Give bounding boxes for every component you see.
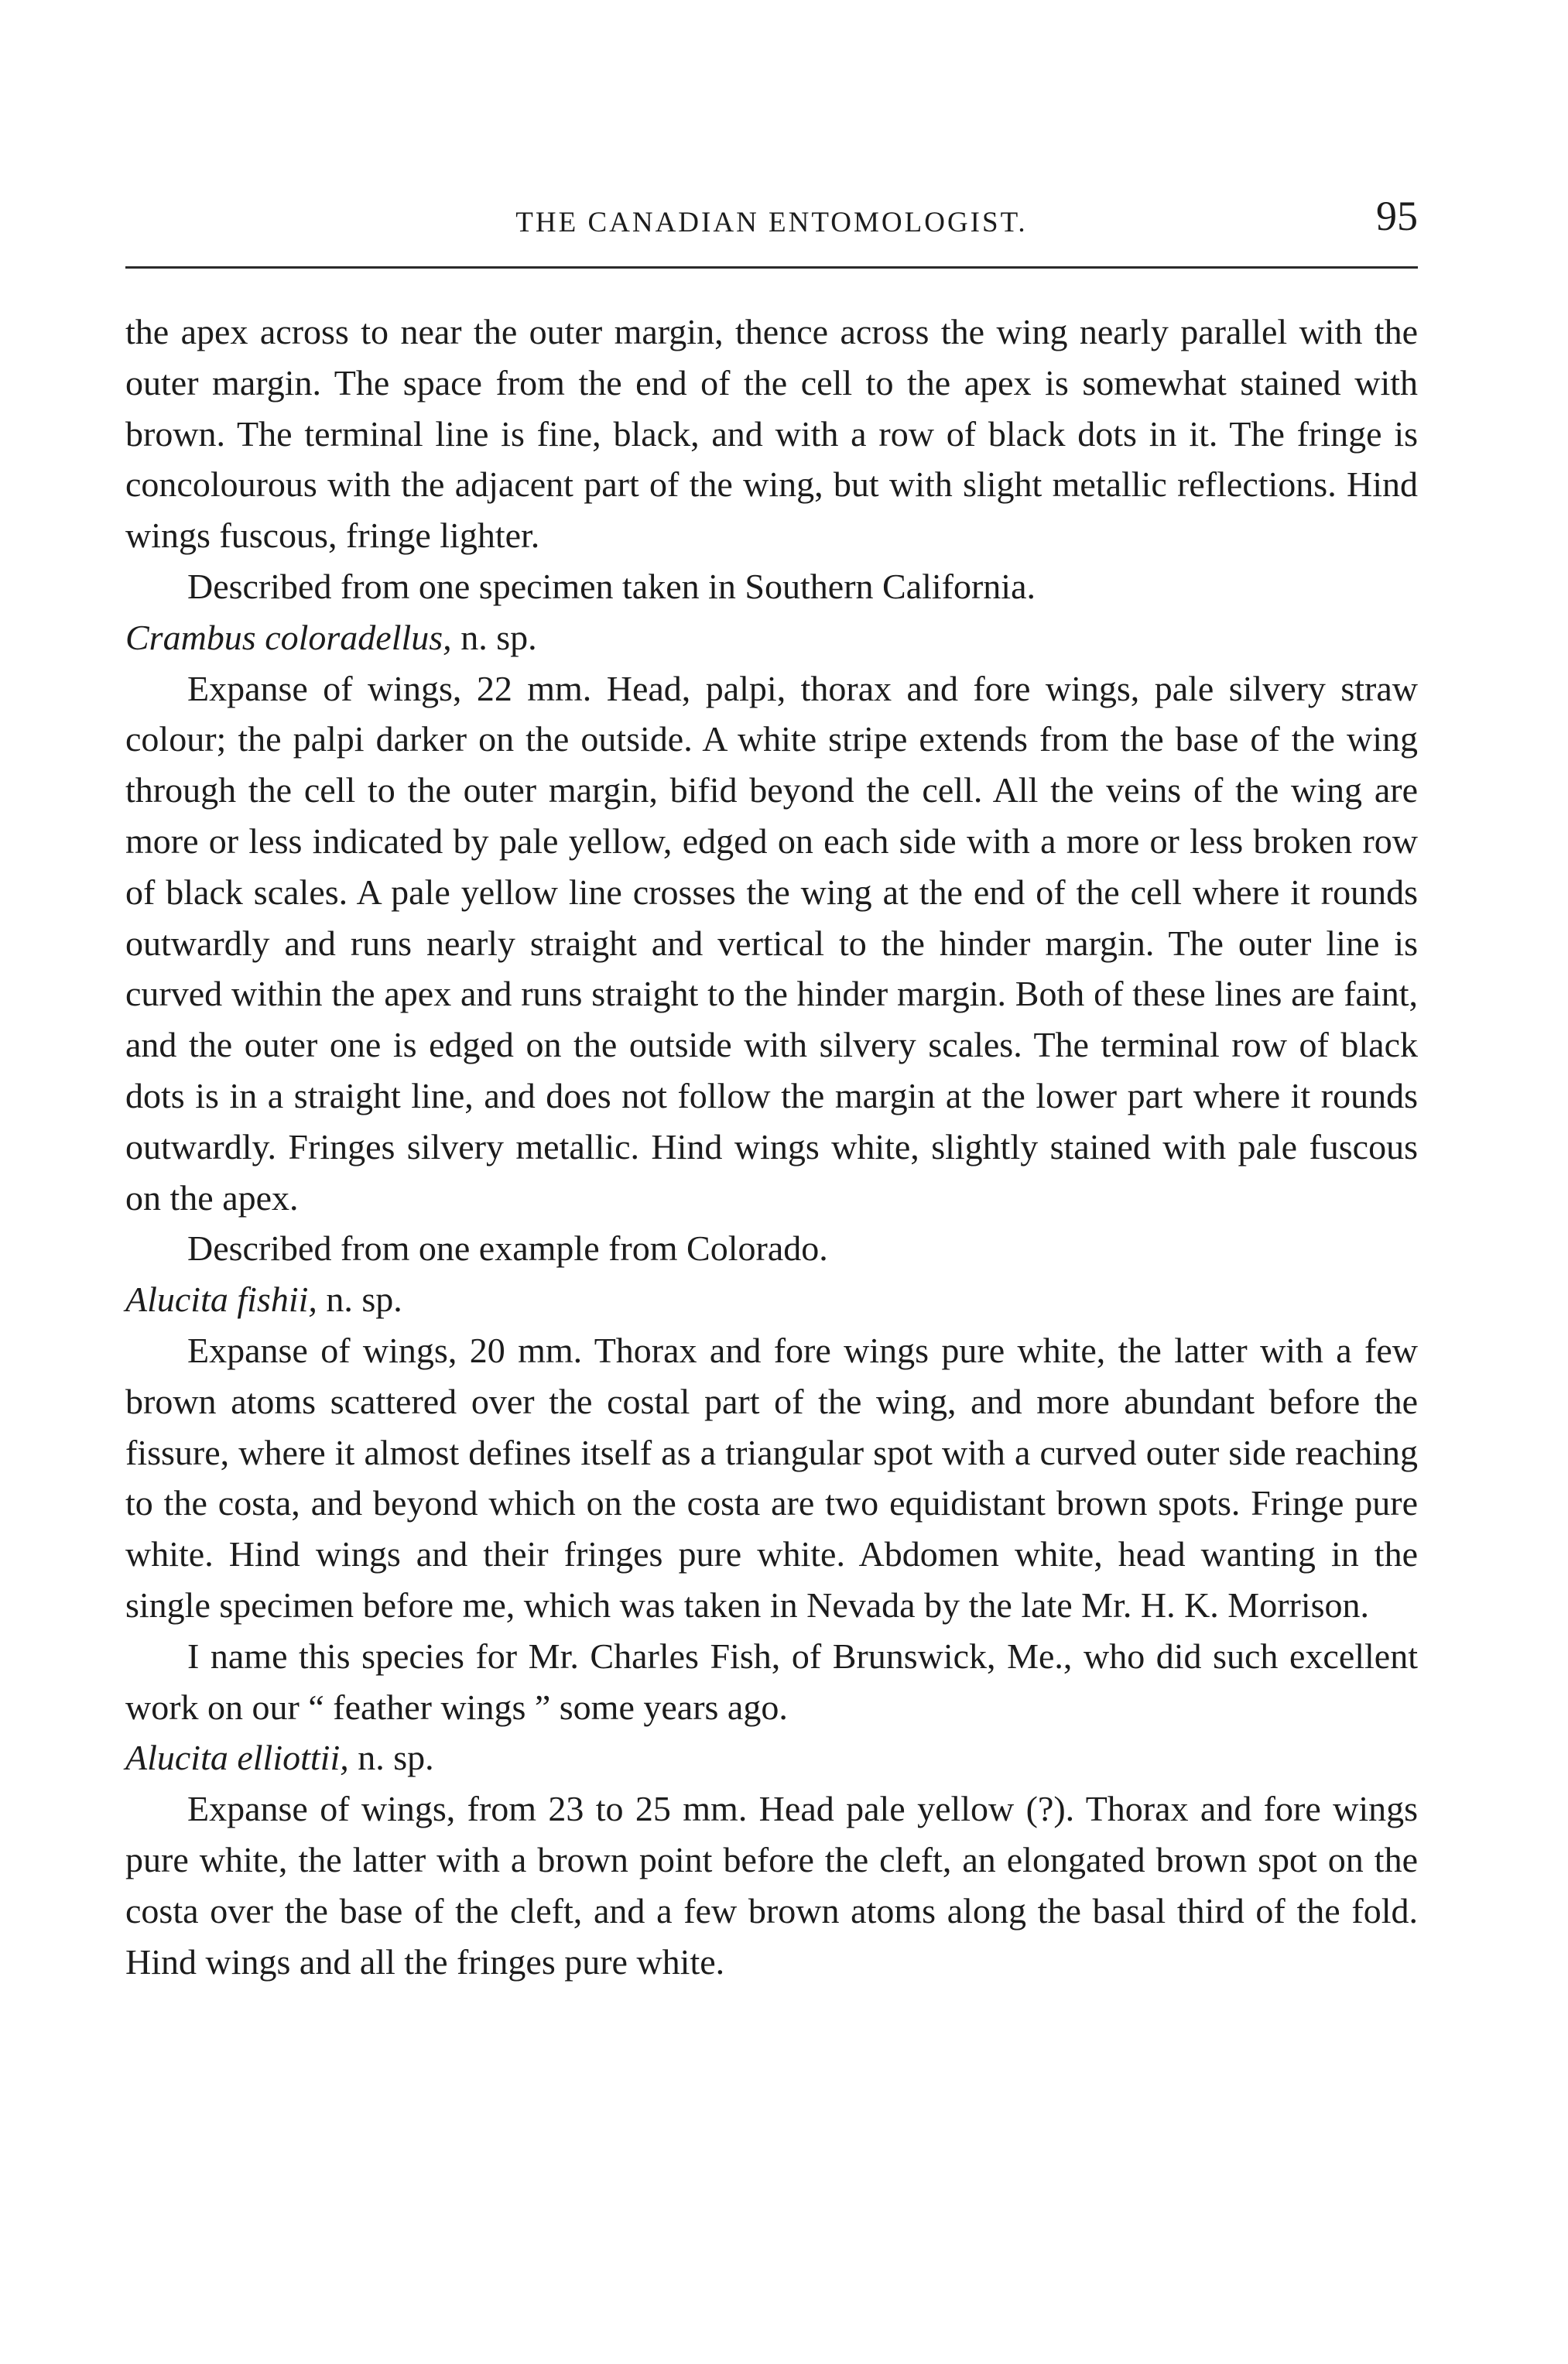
journal-page (125, 186, 1418, 1982)
page-number: 95 (1376, 193, 1418, 239)
species-name: Alucita fishii, (125, 1280, 317, 1320)
running-head (125, 186, 1418, 246)
species-suffix: n. sp. (451, 617, 537, 657)
paragraph-species-description: Expanse of wings, from 23 to 25 mm. Head pale yellow (?). Thorax and fore wings pure white, the latter with a brown point before the cleft, an elongated brown spot on the costa over the base of the cleft, and a few brown atoms along the basal third of the fold. Hind wings and all the fringes pure white. (125, 1789, 1418, 1982)
species-heading-alucita-fishii (125, 1274, 1418, 1325)
body-text (125, 307, 1418, 1987)
species-heading-alucita-elliottii (125, 1732, 1418, 1783)
paragraph-species-description: Expanse of wings, 22 mm. Head, palpi, thorax and fore wings, pale silvery straw colour; the palpi darker on the outside. A white stripe extends from the base of the wing through the cell to the outer margin, bifid beyond the cell. All the veins of the wing are more or less indicated by pale yellow, edged on each side with a more or less broken row of black scales. A pale yellow line crosses the wing at the end of the cell where it rounds outwardly and runs nearly straight and vertical to the hinder margin. The outer line is curved within the apex and runs straight to the hinder margin. Both of these lines are faint, and the outer one is edged on the outside with silvery scales. The terminal row of black dots is in a straight line, and does not follow the margin at the lower part where it rounds outwardly. Fringes silvery metallic. Hind wings white, slightly stained with pale fuscous on the apex. (125, 668, 1418, 1218)
species-name: Crambus coloradellus, (125, 617, 452, 657)
paragraph-dedication: I name this species for Mr. Charles Fish, of Brunswick, Me., who did such excellent work on our “ feather wings ” some years ago. (125, 1636, 1418, 1727)
paragraph-species-description: Expanse of wings, 20 mm. Thorax and fore wings pure white, the latter with a few brown atoms scattered over the costal part of the wing, and more abundant before the fissure, where it almost defines itself as a triangular spot with a curved outer side reaching to the costa, and beyond which on the costa are two equidistant brown spots. Fringe pure white. Hind wings and their fringes pure white. Abdomen white, head wanting in the single specimen before me, which was taken in Nevada by the late Mr. H. K. Morrison. (125, 1330, 1418, 1625)
header-rule (125, 266, 1418, 269)
species-suffix: n. sp. (348, 1738, 434, 1778)
paragraph-continuation: the apex across to near the outer margin, thence across the wing nearly parallel with the outer margin. The space from the end of the cell to the apex is somewhat stained with brown. The terminal line is fine, black, and with a row of black dots in it. The fringe is concolourous with the adjacent part of the wing, but with slight metallic reflections. Hind wings fuscous, fringe lighter. (125, 312, 1418, 556)
species-name: Alucita elliottii, (125, 1738, 349, 1778)
paragraph-description-note: Described from one specimen taken in Southern California. (187, 566, 1036, 606)
running-title: THE CANADIAN ENTOMOLOGIST. (515, 207, 1028, 238)
species-suffix: n. sp. (317, 1280, 402, 1320)
paragraph-description-note: Described from one example from Colorado. (187, 1228, 828, 1269)
species-heading-crambus-coloradellus (125, 612, 1418, 663)
